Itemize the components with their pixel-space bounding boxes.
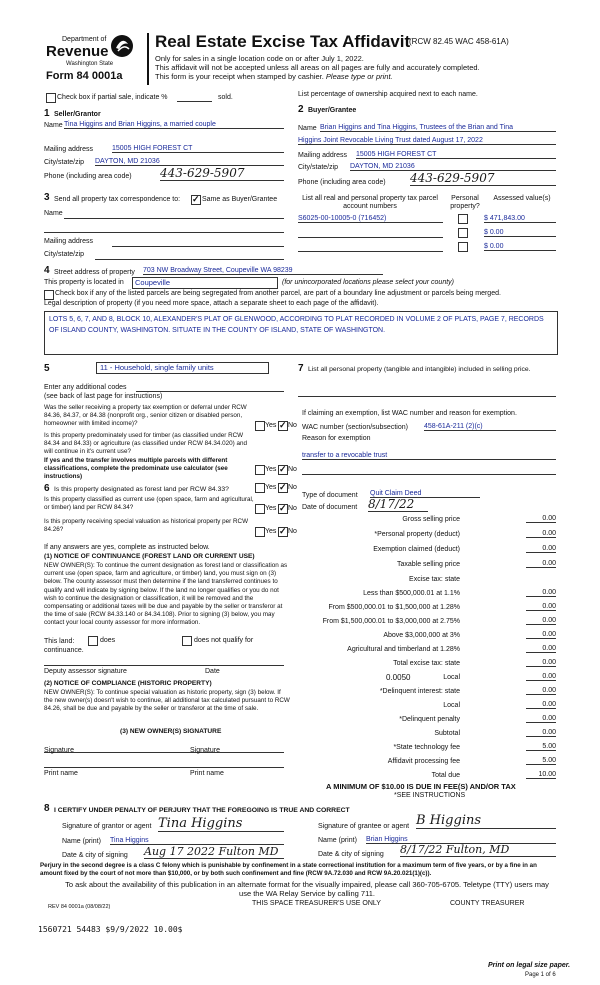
exempt-label: If claiming an exemption, list WAC number and reason for exemption. <box>302 410 517 417</box>
see-instructions: *SEE INSTRUCTIONS <box>394 792 466 799</box>
seller-city-label: City/state/zip <box>44 159 85 166</box>
sec3-city-label: City/state/zip <box>44 251 85 258</box>
dept-revenue: Revenue <box>46 43 109 60</box>
rcw-reference: (RCW 82.45 WAC 458-61A) <box>409 37 509 46</box>
fee-value[interactable]: 0.00 <box>526 715 556 723</box>
buyer-phone[interactable]: 443-629-5907 <box>410 171 556 186</box>
fee-label: *Personal property (deduct) <box>374 531 460 538</box>
fee-label: Total excise tax: state <box>393 660 460 667</box>
parcel-number[interactable] <box>298 229 443 238</box>
section8-number: 8 <box>44 803 50 814</box>
same-as-buyer-label: Same as Buyer/Grantee <box>202 196 278 203</box>
minimum-due: A MINIMUM OF $10.00 IS DUE IN FEE(S) AND/OR TAX <box>326 782 516 791</box>
fee-value[interactable]: 0.00 <box>526 560 556 568</box>
fee-label: Less than $500,000.01 at 1.1% <box>363 590 460 597</box>
fee-value[interactable]: 0.00 <box>526 631 556 639</box>
legal-paper-note: Print on legal size paper. <box>488 962 571 969</box>
ownership-note: List percentage of ownership acquired next to each name. <box>298 91 478 98</box>
fee-value[interactable]: 5.00 <box>526 743 556 751</box>
fee-value[interactable]: 0.00 <box>526 515 556 523</box>
form-revision: REV 84 0001a (08/08/22) <box>48 904 111 910</box>
section1-number: 1 <box>44 108 50 119</box>
section2-number: 2 <box>298 104 304 115</box>
revenue-logo-icon <box>110 34 134 58</box>
does-not-label: does not qualify for <box>194 637 254 644</box>
segregated-label: Check box if any of the listed parcels are being segregated from another parcel, are part of a boundary line adjustment or parcels being merged. <box>55 290 501 297</box>
fee-value[interactable]: 0.00 <box>526 701 556 709</box>
recording-stamp: 1560721 54483 $9/9/2022 10.00$ <box>38 925 183 934</box>
sec6-q1-yes-checkbox[interactable] <box>255 483 265 493</box>
fee-label: *State technology fee <box>393 744 460 751</box>
sec7-label: List all personal property (tangible and intangible) included in selling price. <box>308 366 531 373</box>
yes-label: Yes <box>265 484 277 491</box>
yes-label: Yes <box>265 505 277 512</box>
no-label: No <box>288 505 297 512</box>
county-treasurer: COUNTY TREASURER <box>450 900 525 907</box>
buyer-mailing-label: Mailing address <box>298 152 348 159</box>
new-owner-print-label: Print name <box>44 770 78 777</box>
deputy-signature-label: Deputy assessor signature <box>44 668 127 675</box>
sec6-q1: Is this property designated as forest land per RCW 84.33? <box>54 486 229 493</box>
assessed-value[interactable]: $ 471,843.00 <box>484 215 556 223</box>
yes-label: Yes <box>265 528 277 535</box>
sec5-q2-yes-checkbox[interactable] <box>255 465 265 475</box>
fee-value[interactable]: 10.00 <box>526 771 556 779</box>
sec5-q2-no-checkbox[interactable] <box>278 465 288 475</box>
sec6-q2-yes-checkbox[interactable] <box>255 504 265 514</box>
certify-statement: I CERTIFY UNDER PENALTY OF PERJURY THAT THE FOREGOING IS TRUE AND CORRECT <box>54 807 350 814</box>
dept-line1: Department of <box>62 36 107 43</box>
exemption-reason[interactable]: transfer to a revocable trust <box>302 452 556 460</box>
deputy-date-label: Date <box>205 668 220 675</box>
no-label: No <box>288 484 297 491</box>
fee-label: Exemption claimed (deduct) <box>373 546 460 553</box>
sec5-q1: Was the seller receiving a property tax exemption or deferral under RCW 84.36, 84.37, or 84.38 (nonprofit org., senior citizen or disabled person, homeowner with limited income)? <box>44 404 247 428</box>
grantor-date-city[interactable]: Aug 17 2022 Fulton MD <box>144 845 284 859</box>
personal-property-header: Personal property? <box>450 195 480 210</box>
personal-property-checkbox[interactable] <box>458 214 468 224</box>
fee-label: Total due <box>431 772 460 779</box>
fee-label: Local <box>443 702 460 709</box>
no-label: No <box>288 466 297 473</box>
doc-type-label: Type of document <box>302 492 358 499</box>
does-checkbox[interactable] <box>88 636 98 646</box>
fee-value[interactable]: 0.00 <box>526 545 556 553</box>
notice1-body: NEW OWNER(S): To continue the current designation as forest land or classification as current use (open space, farm and agriculture, or timber) land, you must sign on (3) below. The county assessor must then determine if the land transferred continues to qualify and will indicate by signing below. If the land no longer qualifies or you do not wish to continue the designation or classification, it will be removed and the compensating or additional taxes will be due and payable by the seller or transferor at the time of sale (RCW 84.33.140 or 84.34.108). Prior to signing (3) below, you may contact your local county assessor for more information. <box>44 562 288 627</box>
section3-number: 3 <box>44 192 50 203</box>
parcel-number[interactable]: S6025-00-10005-0 (716452) <box>298 215 443 223</box>
street-address[interactable]: 703 NW Broadway Street, Coupeville WA 98239 <box>143 267 383 275</box>
sec6-q2: Is this property classified as current use (open space, farm and agricultural, or timber) land per RCW 84.34? <box>44 496 254 512</box>
section3-label: Send all property tax correspondence to: <box>54 196 181 203</box>
located-note: (for unincorporated locations please select your county) <box>282 279 454 286</box>
notice1-title: (1) NOTICE OF CONTINUANCE (FOREST LAND OR CURRENT USE) <box>44 553 255 560</box>
buyer-name-line2[interactable]: Higgins Joint Revocable Living Trust dated August 17, 2022 <box>298 137 556 145</box>
sec6-intro: If any answers are yes, complete as instructed below. <box>44 544 210 551</box>
assessed-value-header: Assessed value(s) <box>493 195 551 202</box>
section6-number: 6 <box>44 483 50 494</box>
sec6-q3-yes-checkbox[interactable] <box>255 527 265 537</box>
yes-label: Yes <box>265 466 277 473</box>
additional-codes-note: (see back of last page for instructions) <box>44 393 163 400</box>
notice2-title: (2) NOTICE OF COMPLIANCE (HISTORIC PROPERTY) <box>44 680 212 687</box>
segregated-checkbox[interactable] <box>44 290 54 300</box>
grantor-date-label: Date & city of signing <box>62 852 128 859</box>
seller-phone[interactable]: 443-629-5907 <box>160 166 284 181</box>
same-as-buyer-checkbox[interactable] <box>191 195 201 205</box>
fee-label: From $1,500,000.01 to $3,000,000 at 2.75% <box>322 618 460 625</box>
fee-label: Local <box>443 674 460 681</box>
fee-value[interactable]: 0.00 <box>526 687 556 695</box>
sec5-q1-yes-checkbox[interactable] <box>255 421 265 431</box>
fee-label: From $500,000.01 to $1,500,000 at 1.28% <box>328 604 460 611</box>
this-land-label: This land: <box>44 638 75 645</box>
fee-value[interactable]: 5.00 <box>526 757 556 765</box>
header-line2: This affidavit will not be accepted unless all areas on all pages are fully and accurately completed. <box>155 63 480 72</box>
buyer-name-label: Name <box>298 125 317 132</box>
grantor-name-label: Name (print) <box>62 838 101 845</box>
street-label: Street address of property <box>54 269 135 276</box>
seller-name[interactable]: Tina Higgins and Brian Higgins, a married couple <box>64 121 284 129</box>
sec6-q3: Is this property receiving special valuation as historical property per RCW 84.26? <box>44 518 249 534</box>
seller-title: Seller/Grantor <box>54 111 101 118</box>
grantee-signature[interactable]: B Higgins <box>416 813 556 829</box>
grantee-date-label: Date & city of signing <box>318 851 384 858</box>
fee-label: *Delinquent penalty <box>399 716 460 723</box>
fee-value[interactable]: 0.00 <box>526 659 556 667</box>
grantee-name-label: Name (print) <box>318 837 357 844</box>
form-title: Real Estate Excise Tax Affidavit <box>155 32 411 51</box>
fee-value[interactable]: 0.00 <box>526 645 556 653</box>
seller-mailing[interactable]: 15005 HIGH FOREST CT <box>112 145 284 153</box>
doc-date-label: Date of document <box>302 504 358 511</box>
section4-number: 4 <box>44 265 50 276</box>
land-use-code-select[interactable]: 11 - Household, single family units <box>96 362 269 374</box>
yes-label: Yes <box>265 422 277 429</box>
alt-format-note: To ask about the availability of this publication in an alternate format for the visually impaired, please call 360-705-6705. Teletype (TTY) users may use the WA Relay Service by calling 711. <box>65 880 549 898</box>
located-label: This property is located in <box>44 279 124 286</box>
fee-value[interactable]: 0.00 <box>526 603 556 611</box>
sec5-q2: Is this property predominately used for timber (as classified under RCW 84.34 and 84.33) or agriculture (as classified under RCW 84.34.020) and will continue in it's current use? <box>44 432 248 456</box>
buyer-city-label: City/state/zip <box>298 164 339 171</box>
section5-number: 5 <box>44 363 50 374</box>
page-number: Page 1 of 6 <box>525 972 556 978</box>
sec5-q1-no-checkbox[interactable] <box>278 421 288 431</box>
partial-sold-label: sold. <box>218 94 233 101</box>
grantee-signature-label: Signature of grantee or agent <box>318 823 410 830</box>
fee-label: Agricultural and timberland at 1.28% <box>347 646 460 653</box>
sec5-q2-bold: If yes and the transfer involves multiple parcels with different classifications, complete the predominate use calculator (see instructions) <box>44 457 228 481</box>
fee-value[interactable]: 0.00 <box>526 673 556 681</box>
dept-state: Washington State <box>66 61 114 67</box>
fee-value[interactable]: 0.00 <box>526 617 556 625</box>
continuance-label: continuance. <box>44 647 84 654</box>
fee-label: Affidavit processing fee <box>387 758 460 765</box>
does-label: does <box>100 637 116 644</box>
seller-city[interactable]: DAYTON, MD 21036 <box>95 158 284 166</box>
fee-value[interactable]: 0.00 <box>526 530 556 538</box>
partial-sale-checkbox[interactable] <box>46 93 56 103</box>
buyer-title: Buyer/Grantee <box>308 107 357 114</box>
reason-label: Reason for exemption <box>302 435 371 442</box>
seller-mailing-label: Mailing address <box>44 146 94 153</box>
form-number: Form 84 0001a <box>46 70 123 82</box>
sec6-q1-no-checkbox[interactable] <box>278 483 288 493</box>
additional-codes-label: Enter any additional codes <box>44 384 127 391</box>
grantor-print-name[interactable]: Tina Higgins <box>110 837 284 845</box>
legal-label: Legal description of property (if you need more space, attach a separate sheet to each page of the affidavit). <box>44 300 379 307</box>
grantor-signature[interactable]: Tina Higgins <box>158 816 284 832</box>
notice3-title: (3) NEW OWNER(S) SIGNATURE <box>120 728 222 735</box>
parcel-number[interactable] <box>298 243 443 252</box>
assessed-value[interactable]: $ 0.00 <box>484 243 556 251</box>
buyer-phone-label: Phone (including area code) <box>298 179 386 186</box>
fee-label: Above $3,000,000 at 3% <box>383 632 460 639</box>
seller-phone-label: Phone (including area code) <box>44 173 132 180</box>
fee-label: Gross selling price <box>402 516 460 523</box>
assessed-value[interactable]: $ 0.00 <box>484 229 556 237</box>
local-rate: 0.0050 <box>386 673 411 682</box>
perjury-statement: Perjury in the second degree is a class C felony which is punishable by confinement in a state correctional institution for a maximum term of five years, or by a fine in an amount fixed by the court of not more than $10,000, or by both such confinement and fine (RCW 9A.72.030 and RCW 9A.20.021(1)(c)). <box>40 862 537 877</box>
sec3-name-label: Name <box>44 210 63 217</box>
wac-number[interactable]: 458-61A-211 (2)(c) <box>424 423 556 431</box>
fee-label: Taxable selling price <box>396 561 460 568</box>
fee-label: Subtotal <box>434 730 460 737</box>
wac-label: WAC number (section/subsection) <box>302 424 408 431</box>
no-label: No <box>288 422 297 429</box>
doc-date[interactable]: 8/17/22 <box>368 497 428 512</box>
grantor-signature-label: Signature of grantor or agent <box>62 823 152 830</box>
fee-value[interactable]: 0.00 <box>526 589 556 597</box>
buyer-city[interactable]: DAYTON, MD 21036 <box>350 163 556 171</box>
located-select[interactable]: Coupeville <box>132 277 278 289</box>
new-owner-signature-label: Signature <box>44 747 74 754</box>
fee-value[interactable]: 0.00 <box>526 729 556 737</box>
new-owner-print-label-2: Print name <box>190 770 224 777</box>
buyer-name-line1[interactable]: Brian Higgins and Tina Higgins, Trustees of the Brian and Tina <box>320 124 556 132</box>
sec3-mailing-label: Mailing address <box>44 238 94 245</box>
does-not-checkbox[interactable] <box>182 636 192 646</box>
partial-sale-label: Check box if partial sale, indicate % <box>57 94 168 101</box>
parcel-header: List all real and personal property tax parcel account numbers <box>302 195 438 210</box>
section7-number: 7 <box>298 363 304 374</box>
personal-property-checkbox[interactable] <box>458 242 468 252</box>
legal-description[interactable]: LOTS 5, 6, 7, AND 8, BLOCK 10, ALEXANDER'S PLAT OF GLENWOOD, ACCORDING TO PLAT RECORDED IN VOLUME 2 OF PLATS, PAGE 7, RECORDS OF ISLAND COUNTY, WASHINGTON. SITUATE IN THE COUNTY OF ISLAND, STATE OF WASHINGTON. <box>44 311 558 355</box>
no-label: No <box>288 528 297 535</box>
grantee-print-name[interactable]: Brian Higgins <box>366 836 556 844</box>
sec6-q3-no-checkbox[interactable] <box>278 527 288 537</box>
notice2-body: NEW OWNER(S): To continue special valuation as historic property, sign (3) below. If the new owner(s) doesn't wish to continue, all additional tax calculated pursuant to RCW 84.26, shall be due and payable by the seller or transferor at the time of sale. <box>44 689 290 713</box>
header-line3: This form is your receipt when stamped by cashier. Please type or print. <box>155 72 393 81</box>
grantee-date-city[interactable]: 8/17/22 Fulton, MD <box>400 843 556 857</box>
fee-label: *Delinquent interest: state <box>379 688 460 695</box>
new-owner-signature-label-2: Signature <box>190 747 220 754</box>
seller-name-label: Name <box>44 122 63 129</box>
sec6-q2-no-checkbox[interactable] <box>278 504 288 514</box>
personal-property-checkbox[interactable] <box>458 228 468 238</box>
fee-label: Excise tax: state <box>409 576 460 583</box>
treasurer-use: THIS SPACE TREASURER'S USE ONLY <box>252 900 381 907</box>
doc-type[interactable]: Quit Claim Deed <box>370 490 480 498</box>
header-line1: Only for sales in a single location code on or after July 1, 2022. <box>155 54 364 63</box>
buyer-mailing[interactable]: 15005 HIGH FOREST CT <box>356 151 556 159</box>
